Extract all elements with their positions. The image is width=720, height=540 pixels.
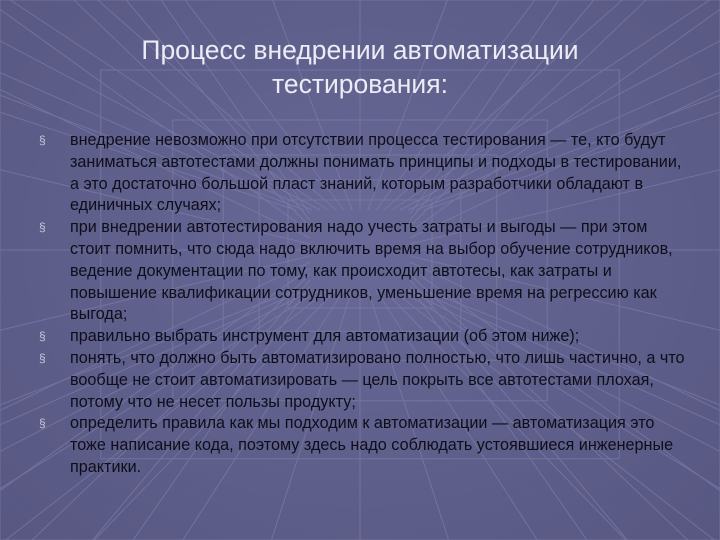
bullet-item <box>38 130 688 217</box>
slide-title-line-1: Процесс внедрении автоматизации <box>141 35 579 65</box>
slide-title-line-2: тестирования: <box>272 69 448 99</box>
square-bullet-icon: § <box>39 416 46 431</box>
bullet-item <box>38 413 688 478</box>
square-bullet-icon: § <box>39 350 46 365</box>
bullet-item <box>38 326 688 348</box>
square-bullet-icon: § <box>39 220 46 235</box>
square-bullet-icon: § <box>39 329 46 344</box>
square-bullet-icon: § <box>39 133 46 147</box>
bullet-text: правильно выбрать инструмент для автоматизации (об этом ниже); <box>70 327 580 346</box>
bullet-text: при внедрении автотестирования надо учесть затраты и выгоды — при этом стоит помнить, что сюда надо включить время на выбор обучение сотрудников, ведение документации по тому, как происходит автотесы, как затраты и повышение квалификации сотрудников, уменьшение время на регрессию как выгода; <box>70 218 673 324</box>
slide-title <box>60 33 660 101</box>
bullet-item <box>38 348 688 413</box>
bullet-text: внедрение невозможно при отсутствии процесса тестирования — те, кто будут заниматься автотестами должны понимать принципы и подходы в тестировании, а это достаточно большой пласт знаний, которым разработчики обладают в единичных случаях; <box>70 131 682 215</box>
bullet-text: определить правила как мы подходим к автоматизации — автоматизация это тоже написание кода, поэтому здесь надо соблюдать устоявшиеся инженерные практики. <box>70 414 674 476</box>
bullet-list <box>38 130 688 479</box>
bullet-item <box>38 217 688 326</box>
bullet-text: понять, что должно быть автоматизировано полностью, что лишь частично, а что вообще не стоит автоматизировать — цель покрыть все автотестами плохая, потому что не несет пользы продукту; <box>70 348 685 411</box>
